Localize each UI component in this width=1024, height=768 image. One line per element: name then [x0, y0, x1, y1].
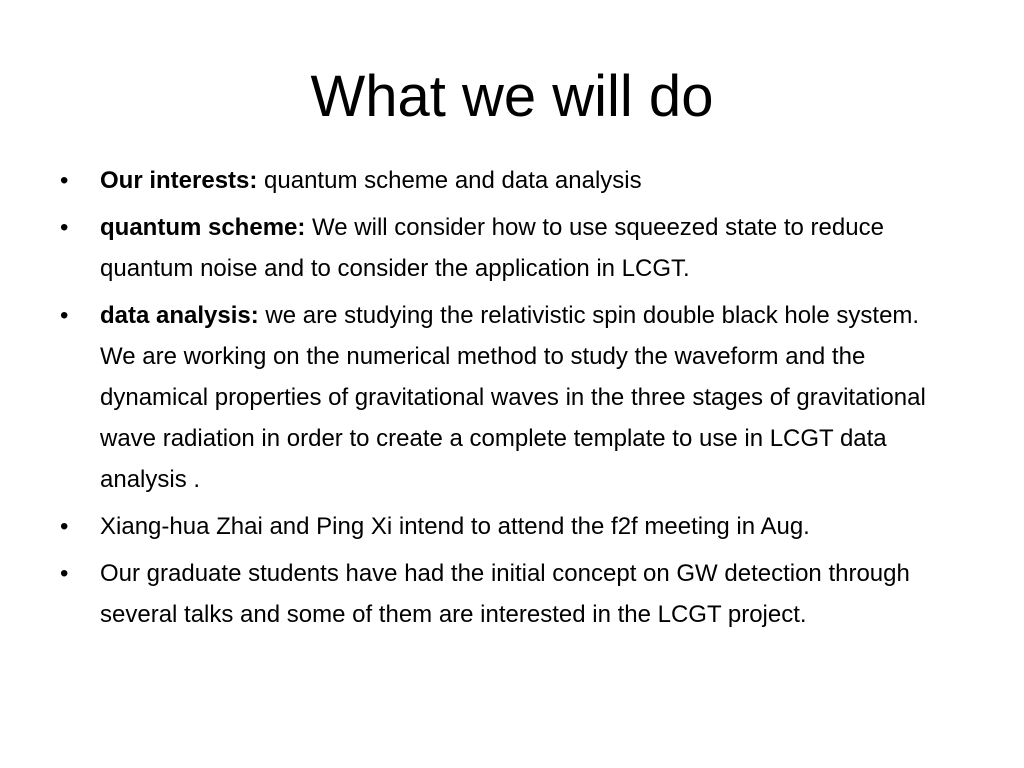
- bullet-body: [100, 295, 960, 500]
- bullet-icon: •: [60, 302, 69, 329]
- bullet-icon: •: [60, 214, 69, 241]
- bullet-icon: •: [60, 167, 69, 194]
- bullet-label: data analysis:: [100, 302, 259, 329]
- bullet-item-data-analysis: [60, 295, 980, 500]
- bullet-item-quantum-scheme: [60, 207, 980, 289]
- bullet-text: We will consider how to use squeezed state to reduce quantum noise and to consider the application in LCGT.: [100, 214, 884, 282]
- bullet-body: [100, 553, 960, 635]
- bullet-item-f2f-meeting: [60, 506, 980, 547]
- bullet-label: quantum scheme:: [100, 214, 306, 241]
- bullet-icon: •: [60, 513, 69, 540]
- bullet-list: [60, 160, 980, 641]
- bullet-text: we are studying the relativistic spin double black hole system. We are working on the numerical method to study the waveform and the dynamical properties of gravitational waves in the three stages of gravitational wave radiation in order to create a complete template to use in LCGT data analysis .: [100, 302, 926, 493]
- bullet-item-graduate-students: [60, 553, 980, 635]
- bullet-text: Xiang-hua Zhai and Ping Xi intend to attend the f2f meeting in Aug.: [100, 513, 810, 540]
- bullet-text: Our graduate students have had the initial concept on GW detection through several talks and some of them are interested in the LCGT project.: [100, 560, 910, 628]
- bullet-label: Our interests:: [100, 167, 258, 194]
- bullet-body: [100, 207, 960, 289]
- bullet-text: quantum scheme and data analysis: [257, 167, 642, 194]
- bullet-item-interests: [60, 160, 980, 201]
- bullet-icon: •: [60, 560, 69, 587]
- slide-title: What we will do: [310, 64, 714, 129]
